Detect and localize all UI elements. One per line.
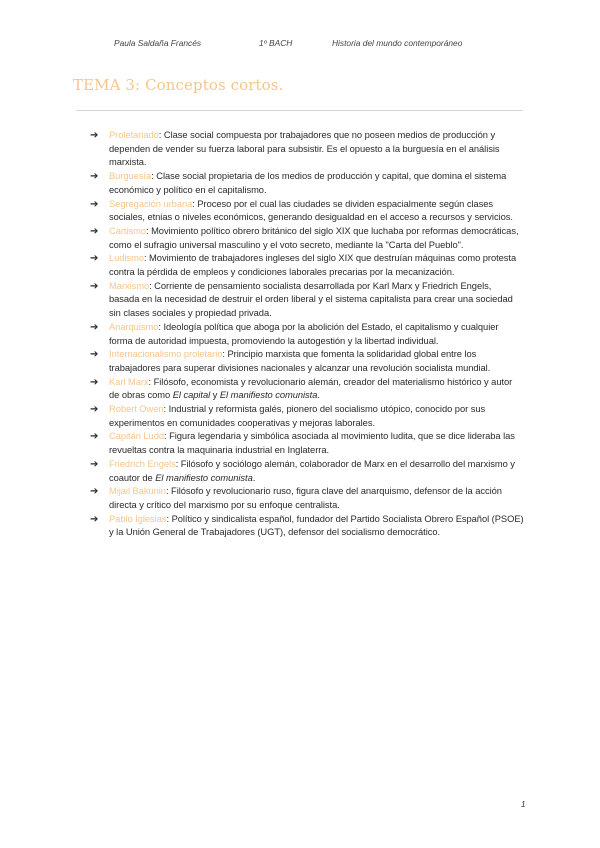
concept-definition: : Principio marxista que fomenta la solidaridad global entre los trabajadores para superar divisiones nacionales y alcanzar una revolución socialista mundial. bbox=[109, 349, 491, 373]
arrow-bullet-icon: ➔ bbox=[90, 431, 99, 443]
text-connector: y bbox=[210, 390, 220, 401]
text-end: . bbox=[252, 472, 256, 483]
concepts-list bbox=[90, 129, 524, 540]
arrow-bullet-icon: ➔ bbox=[90, 486, 99, 498]
list-item bbox=[90, 376, 524, 403]
page-header bbox=[114, 38, 540, 50]
arrow-bullet-icon: ➔ bbox=[90, 225, 99, 237]
concept-definition: : Filósofo, economista y revolucionario alemán, creador del materialismo histórico y autor de obras como bbox=[109, 376, 513, 401]
arrow-bullet-icon: ➔ bbox=[90, 321, 99, 333]
arrow-bullet-icon: ➔ bbox=[90, 376, 99, 388]
concept-definition: : Ideología política que aboga por la abolición del Estado, el capitalismo y cualquier forma de autoridad impuesta, promoviendo la autogestión y la libertad individual. bbox=[109, 321, 499, 346]
concept-term: Friedrich Engels bbox=[109, 458, 176, 469]
list-item bbox=[90, 513, 524, 540]
header-author: Paula Saldaña Francés bbox=[114, 38, 202, 48]
arrow-bullet-icon: ➔ bbox=[90, 130, 99, 141]
concept-term: Proletariado bbox=[109, 130, 159, 140]
header-course: 1º BACH bbox=[259, 38, 293, 48]
list-item bbox=[90, 321, 524, 348]
book-title: El capital bbox=[172, 390, 211, 401]
concept-term: Internacionalismo proletario bbox=[109, 349, 223, 360]
concept-definition: : Industrial y reformista galés, pionero del socialismo utópico, conocido por sus experimentos en comunidades cooperativas y mejoras laborales. bbox=[109, 404, 486, 428]
list-item bbox=[90, 348, 524, 375]
concept-definition: : Político y sindicalista español, fundador del Partido Socialista Obrero Español (PSOE) y la Unión General de Trabajadores (UGT), defensor del socialismo democrático. bbox=[109, 513, 524, 538]
concept-term: Cartismo bbox=[109, 225, 146, 236]
concept-definition: : Filósofo y sociólogo alemán, colaborador de Marx en el desarrollo del marxismo y coautor de bbox=[109, 458, 515, 483]
concept-term: Capitán Ludd bbox=[109, 431, 164, 442]
concept-definition: : Corriente de pensamiento socialista desarrollada por Karl Marx y Friedrich Engels, basada en la necesidad de destruir el orden liberal y el sistema capitalista para crear una sociedad sin clases sociales y propiedad privada. bbox=[109, 280, 513, 319]
concept-definition: : Filósofo y revolucionario ruso, figura clave del anarquismo, defensor de la acción directa y crítico del marxismo por su enfoque centralista. bbox=[109, 486, 502, 510]
page-title: TEMA 3: Conceptos cortos. bbox=[73, 76, 284, 94]
concept-term: Robert Owen bbox=[109, 404, 164, 415]
concept-definition: : Proceso por el cual las ciudades se dividen espacialmente según clases sociales, etnias o niveles económicos, generando desigualdad en el acceso a recursos y servicios. bbox=[109, 198, 513, 223]
arrow-bullet-icon: ➔ bbox=[90, 280, 99, 292]
arrow-bullet-icon: ➔ bbox=[90, 253, 99, 265]
concept-definition: : Movimiento de trabajadores ingleses del siglo XIX que destruían máquinas como protesta contra la pérdida de empleos y condiciones laborales precarias por la mecanización. bbox=[109, 253, 517, 278]
list-item bbox=[90, 129, 524, 170]
page-number: 1 bbox=[521, 800, 526, 809]
arrow-bullet-icon: ➔ bbox=[90, 513, 99, 525]
book-title: El manifiesto comunista bbox=[219, 390, 318, 401]
title-divider bbox=[76, 110, 523, 111]
list-item bbox=[90, 485, 524, 512]
concept-definition: : Figura legendaria y simbólica asociada al movimiento ludita, que se dice lideraba las revueltas contra la maquinaria industrial en Inglaterra. bbox=[109, 431, 515, 456]
concept-definition: : Movimiento político obrero británico del siglo XIX que luchaba por reformas democráticas, como el sufragio universal masculino y el voto secreto, mediante la "Carta del Pueblo". bbox=[109, 225, 519, 250]
book-title: El manifiesto comunista bbox=[155, 472, 253, 483]
text-end: . bbox=[317, 390, 320, 401]
arrow-bullet-icon: ➔ bbox=[90, 458, 99, 470]
arrow-bullet-icon: ➔ bbox=[90, 404, 99, 416]
concept-term: Segregación urbana bbox=[109, 198, 193, 209]
concept-definition: : Clase social compuesta por trabajadores que no poseen medios de producción y dependen de vender su fuerza laboral para subsistir. Es el opuesto a la burguesía en el análisis marxista. bbox=[109, 130, 500, 168]
concept-term: Burguesía bbox=[109, 171, 152, 182]
concept-term: Karl Marx bbox=[109, 376, 149, 387]
list-item bbox=[90, 430, 524, 457]
list-item bbox=[90, 225, 524, 252]
arrow-bullet-icon: ➔ bbox=[90, 198, 99, 210]
arrow-bullet-icon: ➔ bbox=[90, 171, 99, 183]
concept-term: Mijail Bakunin bbox=[109, 486, 166, 497]
list-item bbox=[90, 403, 524, 430]
arrow-bullet-icon: ➔ bbox=[90, 349, 99, 361]
list-item bbox=[90, 252, 524, 279]
list-item bbox=[90, 170, 524, 197]
list-item bbox=[90, 458, 524, 485]
list-item bbox=[90, 198, 524, 225]
concept-definition: : Clase social propietaria de los medios de producción y capital, que domina el sistema económico y político en el capitalismo. bbox=[109, 171, 507, 195]
concept-term: Anarquismo bbox=[109, 321, 159, 332]
header-subject: Historia del mundo contemporáneo bbox=[332, 38, 463, 48]
list-item bbox=[90, 280, 524, 321]
concept-term: Ludismo bbox=[109, 253, 144, 264]
concept-term: Marxismo bbox=[109, 280, 150, 291]
concept-term: Pablo Iglesias bbox=[109, 513, 167, 524]
